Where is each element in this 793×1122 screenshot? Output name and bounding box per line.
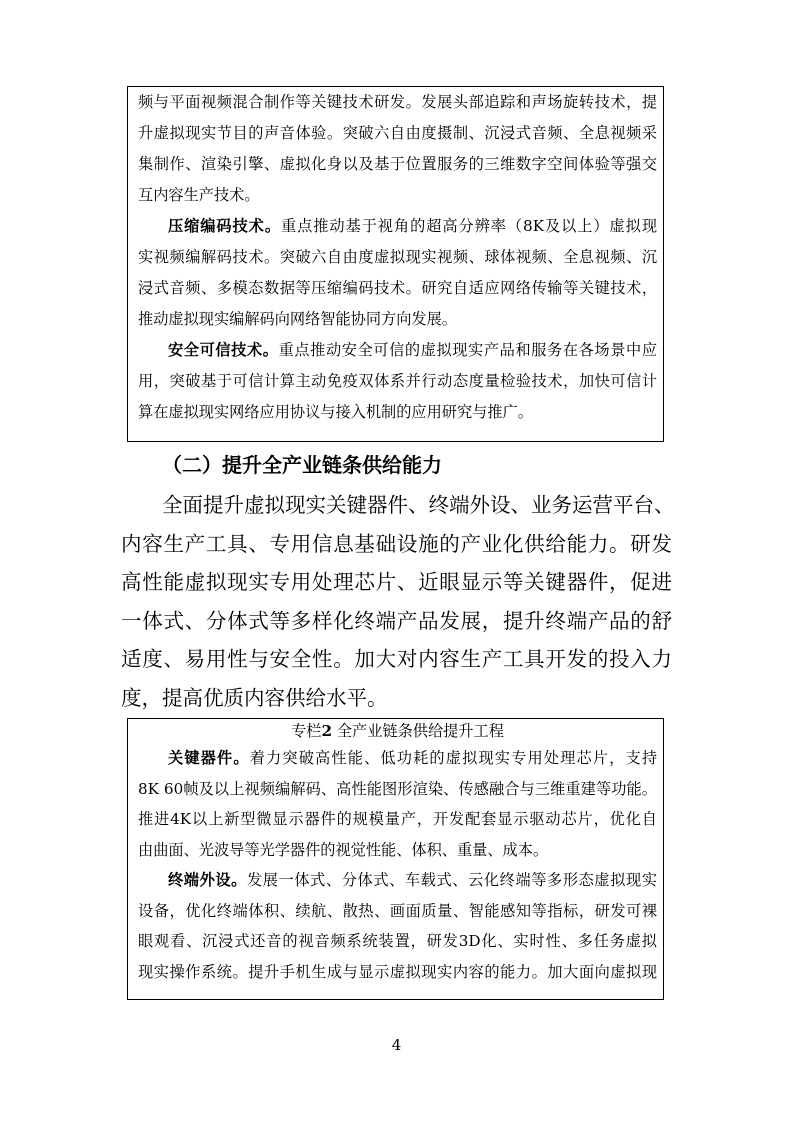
box-text-line: 浸式音频、多模态数据等压缩编码技术。研究自适应网络传输等关键技术， — [138, 279, 657, 297]
box-text-line: 互内容生产技术。 — [138, 186, 260, 204]
box-title-text: 全产业链条供给提升工程 — [336, 722, 504, 740]
compression-paragraph-first-line — [138, 211, 657, 242]
security-text: 重点推动安全可信的虚拟现实产品和服务在各场景中应 — [278, 341, 658, 359]
devices-paragraph-first-line — [138, 743, 657, 774]
box-text-line: 由曲面、光波导等光学器件的视觉性能、体积、重量、成本。 — [138, 840, 549, 859]
box-title-number: 2 — [321, 722, 333, 740]
box-text-line: 算在虚拟现实网络应用协议与接入机制的应用研究与推广。 — [138, 403, 533, 421]
sidebar-box-2 — [127, 718, 664, 1000]
security-paragraph-first-line — [138, 335, 657, 366]
box-text-line: 升虚拟现实节目的声音体验。突破六自由度摄制、沉浸式音频、全息视频采 — [138, 124, 657, 142]
body-paragraph — [121, 486, 675, 717]
box-text-line: 设备，优化终端体积、续航、散热、画面质量、智能感知等指标，研发可裸 — [138, 901, 657, 920]
box-text-line: 实视频编解码技术。突破六自由度虚拟现实视频、球体视频、全息视频、沉 — [138, 248, 657, 266]
box-text-line: 用，突破基于可信计算主动免疫双体系并行动态度量检验技术，加快可信计 — [138, 372, 657, 390]
security-label: 安全可信技术。 — [168, 341, 279, 359]
paragraph-line: 一体式、分体式等多样化终端产品发展，提升终端产品的舒 — [121, 608, 672, 633]
box-text-line: 推进4K以上新型微显示器件的规模量产，开发配套显示驱动芯片，优化自 — [138, 810, 657, 828]
box-text-line: 眼观看、沉浸式还音的视音频系统装置，研发3D化、实时性、多任务虚拟 — [138, 932, 657, 950]
paragraph-line: 高性能虚拟现实专用处理芯片、近眼显示等关键器件，促进 — [121, 570, 672, 594]
box-text-line: 频与平面视频混合制作等关键技术研发。发展头部追踪和声场旋转技术，提 — [138, 93, 657, 111]
terminals-paragraph-first-line — [138, 865, 657, 896]
paragraph-line: 度，提高优质内容供给水平。 — [121, 685, 388, 710]
box-text-line: 现实操作系统。提升手机生成与显示虚拟现实内容的能力。加大面向虚拟现 — [138, 962, 657, 981]
terminals-text: 发展一体式、分体式、车载式、云化终端等多形态虚拟现实 — [246, 871, 657, 889]
paragraph-line: 内容生产工具、专用信息基础设施的产业化供给能力。研发 — [121, 531, 672, 556]
box-text-line: 8K 60帧及以上视频编解码、高性能图形渲染、传感融合与三维重建等功能。 — [138, 779, 657, 798]
box-text-line: 推动虚拟现实编解码向网络智能协同方向发展。 — [138, 310, 457, 328]
devices-text: 着力突破高性能、低功耗的虚拟现实专用处理芯片，支持 — [249, 749, 658, 767]
paragraph-line: 全面提升虚拟现实关键器件、终端外设、业务运营平台、 — [162, 493, 675, 517]
paragraph-line: 适度、易用性与安全性。加大对内容生产工具开发的投入力 — [121, 647, 672, 671]
box-text-line: 集制作、渲染引擎、虚拟化身以及基于位置服务的三维数字空间体验等强交 — [138, 155, 657, 173]
box-title-prefix: 专栏 — [291, 722, 322, 740]
section-heading: （二）提升全产业链条供给能力 — [162, 453, 442, 477]
devices-label: 关键器件。 — [168, 749, 250, 767]
page-number: 4 — [391, 1036, 402, 1054]
compression-text: 重点推动基于视角的超高分辨率（8K及以上）虚拟现 — [280, 217, 658, 235]
box-title — [138, 719, 657, 743]
sidebar-box-continued — [127, 86, 664, 442]
terminals-label: 终端外设。 — [168, 871, 247, 889]
compression-label: 压缩编码技术。 — [168, 217, 281, 235]
